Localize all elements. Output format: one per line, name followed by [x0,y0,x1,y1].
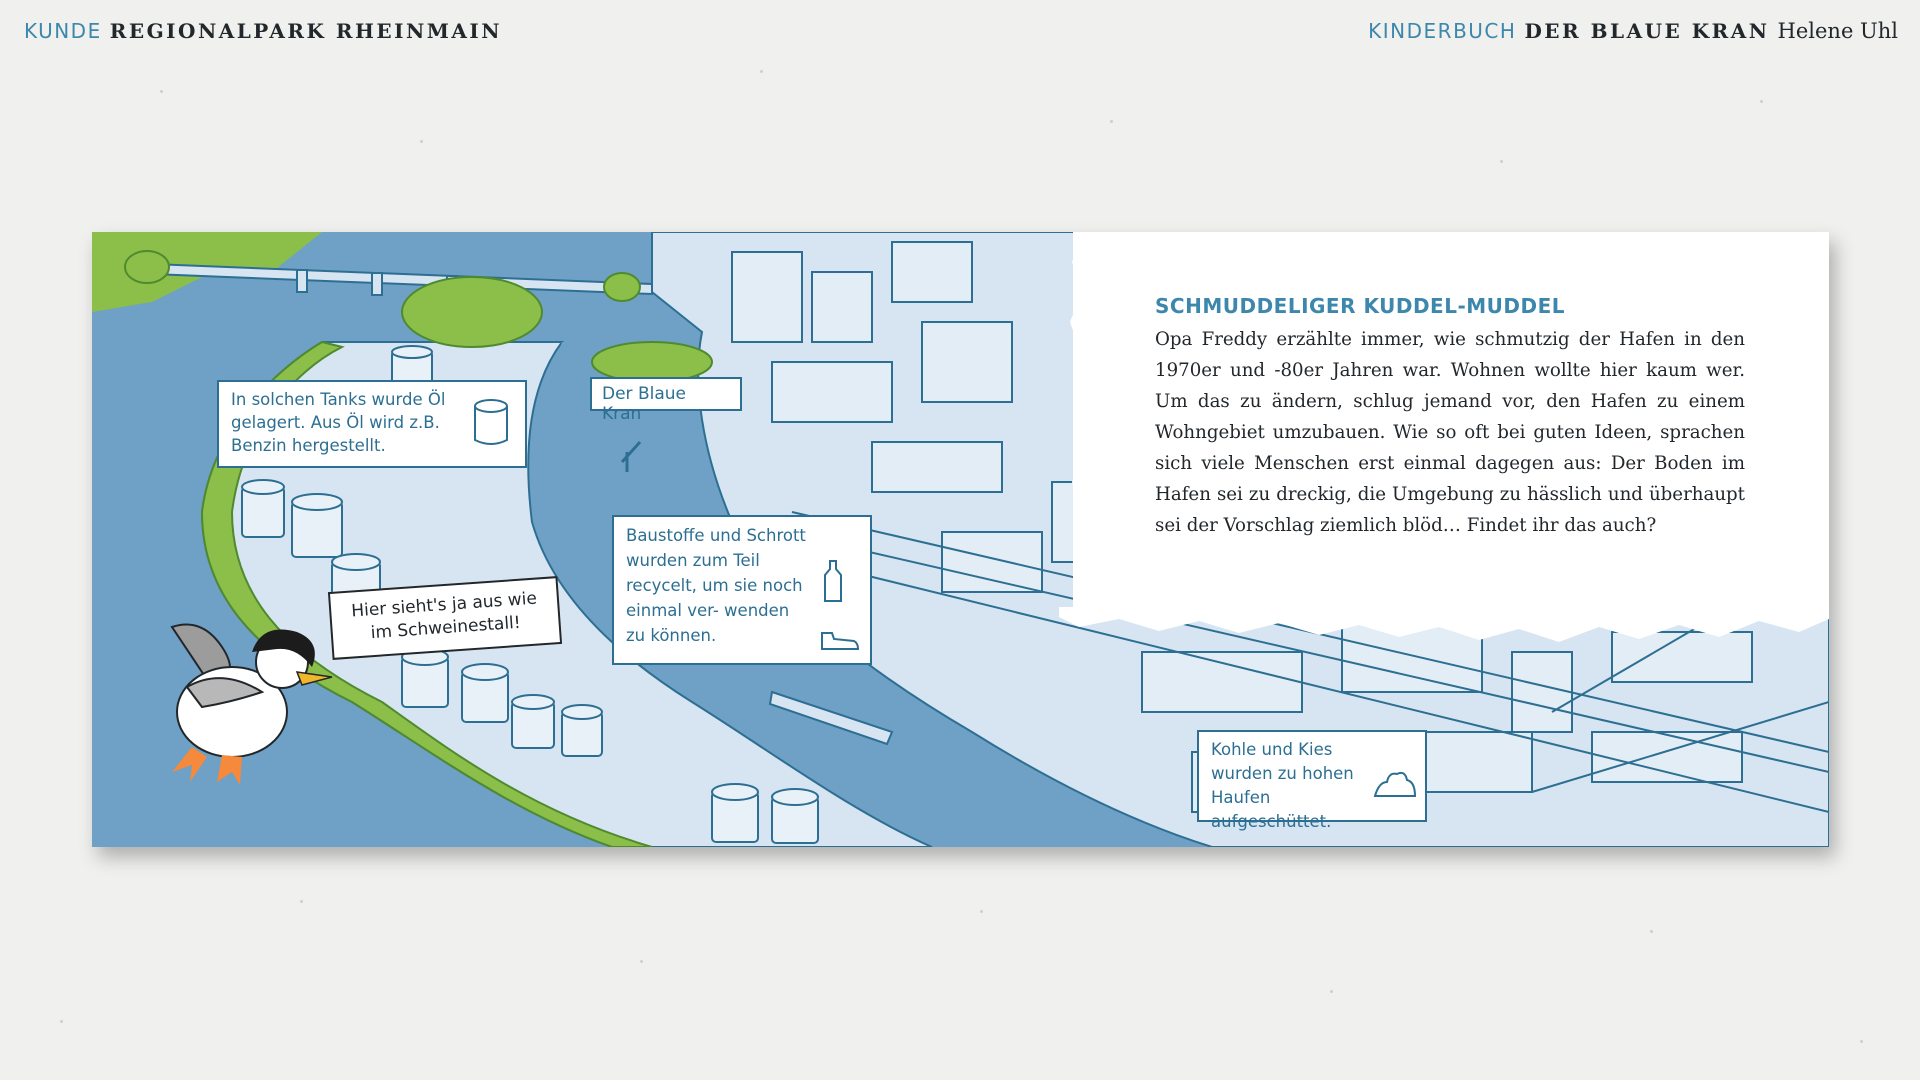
recycle-callout [612,515,872,665]
client-header [24,19,502,43]
project-header [1368,19,1898,43]
gravel-pile-icon [1373,768,1417,798]
torn-paper-bottom [1059,607,1829,647]
client-label: KUNDE [24,19,102,43]
project-title: DER BLAUE KRAN [1524,19,1770,43]
body-paragraph: Opa Freddy erzählte immer, wie schmutzig der Hafen in den 1970er und -80er Jahren war. Wohnen wollte hier kaum wer. Um das zu ändern, schlug jemand vor, den Hafen zu einem Wohngebiet umzubauen. Wie so oft bei guten Ideen, sprachen sich viele Menschen erst einmal dagegen aus: Der Boden im Hafen sei zu dreckig, die Umgebung zu hässlich und überhaupt sei der Vorschlag ziemlich blöd… Findet ihr das auch? [1155,329,1745,536]
coal-callout [1197,730,1427,831]
client-name: REGIONALPARK RHEINMAIN [109,19,503,43]
tanks-callout [217,380,527,468]
recycle-callout-text: Baustoffe und Schrott wurden zum Teil recycelt, um sie noch einmal ver- wenden zu können. [626,526,806,645]
tanks-callout-text: In solchen Tanks wurde Öl gelagert. Aus Öl wird z.B. Benzin hergestellt. [231,390,446,455]
author-name: Helene Uhl [1777,19,1898,43]
shoe-icon [818,629,860,653]
book-spread [92,232,1829,847]
bottle-icon [822,559,844,603]
project-label: KINDERBUCH [1368,19,1517,43]
coal-callout-text: Kohle und Kies wurden zu hohen Haufen aufgeschüttet. [1211,740,1354,831]
tank-icon [471,398,511,448]
section-title: SCHMUDDELIGER KUDDEL-MUDDEL [1155,294,1566,318]
seagull-illustration [132,607,352,787]
crane-callout-text: Der Blaue Kran [602,384,686,424]
crane-callout [590,377,742,424]
speech-text: Hier sieht's ja aus wie im Schweinestall! [350,588,538,644]
